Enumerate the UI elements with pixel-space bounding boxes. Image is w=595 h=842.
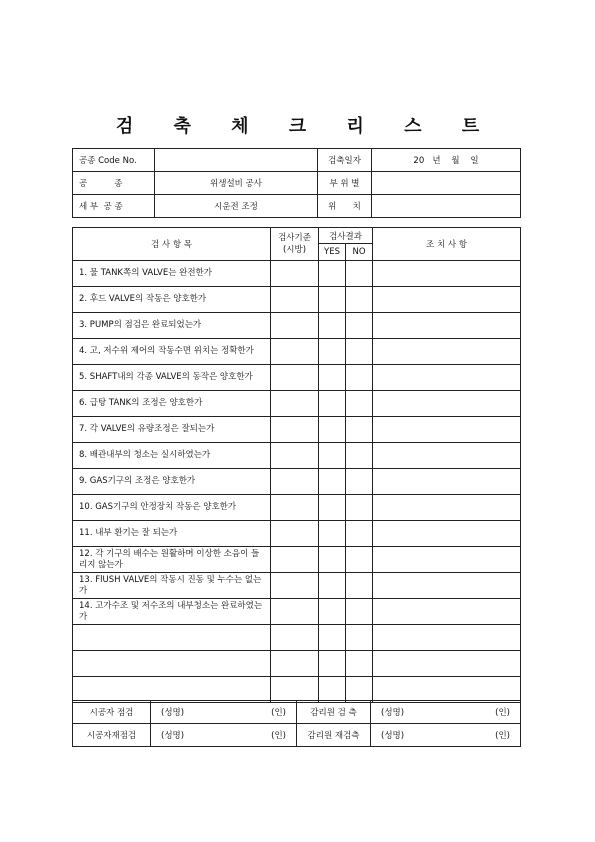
action-cell[interactable] [373, 495, 521, 521]
checklist-row [73, 391, 521, 417]
header-no: NO [346, 244, 373, 261]
standard-cell[interactable] [271, 469, 319, 495]
checklist-row [73, 677, 521, 703]
checklist-row [73, 365, 521, 391]
header-standard: 검사기준 (시방) [271, 228, 319, 261]
header-yes: YES [319, 244, 346, 261]
code-field[interactable] [155, 149, 318, 172]
name-label: (성명) [381, 731, 405, 741]
part-label: 부 위 별 [318, 172, 372, 195]
name-label: (성명) [161, 731, 185, 741]
checklist-row [73, 495, 521, 521]
checklist-row [73, 651, 521, 677]
yes-cell[interactable] [319, 391, 346, 417]
no-cell[interactable] [346, 443, 373, 469]
standard-cell[interactable] [271, 261, 319, 287]
standard-cell[interactable] [271, 313, 319, 339]
action-cell[interactable] [373, 339, 521, 365]
checklist-row [73, 443, 521, 469]
seal-label: (인) [271, 731, 286, 741]
check-item-label: 5. SHAFT내의 각종 VALVE의 동작은 양호한가 [73, 365, 271, 391]
checklist-body [73, 261, 521, 703]
no-cell[interactable] [346, 469, 373, 495]
action-cell[interactable] [373, 365, 521, 391]
supervisor-reinspection-sign-field[interactable] [371, 724, 521, 747]
standard-cell[interactable] [271, 547, 319, 573]
checklist-row [73, 573, 521, 599]
check-item-label: 12. 각 기구의 배수는 원활하며 이상한 소음이 들리지 않는가 [73, 547, 271, 573]
no-cell[interactable] [346, 677, 373, 703]
yes-cell[interactable] [319, 261, 346, 287]
action-cell[interactable] [373, 651, 521, 677]
action-cell[interactable] [373, 313, 521, 339]
contractor-check-sign-field[interactable] [151, 701, 297, 724]
check-item-label [73, 625, 271, 651]
work-label: 공 종 [73, 172, 155, 195]
contractor-recheck-sign-field[interactable] [151, 724, 297, 747]
info-row-code [73, 149, 521, 172]
detail-field[interactable]: 시운전 조정 [155, 195, 318, 218]
yes-cell[interactable] [319, 677, 346, 703]
checklist-row [73, 625, 521, 651]
check-item-label: 11. 내부 환기는 잘 되는가 [73, 521, 271, 547]
header-check-item: 검 사 항 목 [73, 228, 271, 261]
check-item-label: 8. 배관내부의 청소는 실시하였는가 [73, 443, 271, 469]
action-cell[interactable] [373, 677, 521, 703]
check-item-label: 4. 고, 저수위 제어의 작동수면 위치는 정확한가 [73, 339, 271, 365]
yes-cell[interactable] [319, 469, 346, 495]
no-cell[interactable] [346, 365, 373, 391]
page-title: 검 축 체 크 리 스 트 [115, 116, 497, 137]
standard-cell[interactable] [271, 495, 319, 521]
no-cell[interactable] [346, 417, 373, 443]
yes-cell[interactable] [319, 495, 346, 521]
standard-cell[interactable] [271, 391, 319, 417]
no-cell[interactable] [346, 391, 373, 417]
action-cell[interactable] [373, 443, 521, 469]
standard-cell[interactable] [271, 339, 319, 365]
check-item-label: 9. GAS기구의 조정은 양호한가 [73, 469, 271, 495]
check-item-label [73, 651, 271, 677]
check-item-label: 14. 고가수조 및 저수조의 내부청소는 완료하였는가 [73, 599, 271, 625]
standard-cell[interactable] [271, 625, 319, 651]
checklist-row [73, 261, 521, 287]
check-item-label: 6. 급탕 TANK의 조정은 양호한가 [73, 391, 271, 417]
signature-row [73, 701, 521, 724]
code-label: 공종 Code No. [73, 149, 155, 172]
yes-cell[interactable] [319, 339, 346, 365]
contractor-recheck-label: 시공자재점검 [73, 724, 151, 747]
checklist-row [73, 547, 521, 573]
no-cell[interactable] [346, 313, 373, 339]
date-field[interactable]: 20 년 월 일 [372, 149, 521, 172]
checklist-row [73, 599, 521, 625]
action-cell[interactable] [373, 261, 521, 287]
standard-cell[interactable] [271, 287, 319, 313]
yes-cell[interactable] [319, 313, 346, 339]
checklist-row [73, 469, 521, 495]
yes-cell[interactable] [319, 651, 346, 677]
checklist-row [73, 339, 521, 365]
contractor-check-label: 시공자 점검 [73, 701, 151, 724]
signature-row [73, 724, 521, 747]
standard-cell[interactable] [271, 599, 319, 625]
action-cell[interactable] [373, 521, 521, 547]
yes-cell[interactable] [319, 287, 346, 313]
standard-cell[interactable] [271, 417, 319, 443]
action-cell[interactable] [373, 573, 521, 599]
standard-cell[interactable] [271, 521, 319, 547]
no-cell[interactable] [346, 573, 373, 599]
action-cell[interactable] [373, 547, 521, 573]
name-label: (성명) [381, 708, 405, 718]
yes-cell[interactable] [319, 365, 346, 391]
no-cell[interactable] [346, 599, 373, 625]
action-cell[interactable] [373, 469, 521, 495]
info-row-work [73, 172, 521, 195]
info-row-detail [73, 195, 521, 218]
standard-cell[interactable] [271, 365, 319, 391]
date-label: 검축일자 [318, 149, 372, 172]
check-item-label: 13. FlUSH VALVE의 작동시 진동 및 누수는 없는가 [73, 573, 271, 599]
seal-label: (인) [495, 708, 510, 718]
standard-cell[interactable] [271, 573, 319, 599]
location-label: 위 치 [318, 195, 372, 218]
checklist-row [73, 521, 521, 547]
standard-cell[interactable] [271, 651, 319, 677]
checklist-row [73, 417, 521, 443]
check-item-label: 7. 각 VALVE의 유량조정은 잘되는가 [73, 417, 271, 443]
checklist-row [73, 287, 521, 313]
yes-cell[interactable] [319, 443, 346, 469]
work-field[interactable]: 위생설비 공사 [155, 172, 318, 195]
standard-cell[interactable] [271, 443, 319, 469]
check-item-label [73, 677, 271, 703]
detail-label: 세 부 공 종 [73, 195, 155, 218]
yes-cell[interactable] [319, 417, 346, 443]
supervisor-reinspection-label: 감리원 재검측 [297, 724, 371, 747]
standard-cell[interactable] [271, 677, 319, 703]
yes-cell[interactable] [319, 599, 346, 625]
checklist-header-row [73, 228, 521, 244]
check-item-label: 2. 후드 VALVE의 작동은 양호한가 [73, 287, 271, 313]
no-cell[interactable] [346, 261, 373, 287]
no-cell[interactable] [346, 521, 373, 547]
no-cell[interactable] [346, 547, 373, 573]
action-cell[interactable] [373, 391, 521, 417]
name-label: (성명) [161, 708, 185, 718]
yes-cell[interactable] [319, 547, 346, 573]
checklist-row [73, 313, 521, 339]
part-field[interactable] [372, 172, 521, 195]
action-cell[interactable] [373, 625, 521, 651]
no-cell[interactable] [346, 287, 373, 313]
seal-label: (인) [271, 708, 286, 718]
check-item-label: 10. GAS기구의 안정장치 작동은 양호한가 [73, 495, 271, 521]
header-action: 조 치 사 항 [373, 228, 521, 261]
no-cell[interactable] [346, 495, 373, 521]
no-cell[interactable] [346, 339, 373, 365]
signature-table [72, 700, 521, 747]
yes-cell[interactable] [319, 521, 346, 547]
action-cell[interactable] [373, 599, 521, 625]
no-cell[interactable] [346, 625, 373, 651]
location-field[interactable] [372, 195, 521, 218]
supervisor-inspection-label: 감리원 검 측 [297, 701, 371, 724]
no-cell[interactable] [346, 651, 373, 677]
check-item-label: 3. PUMP의 점검은 완료되었는가 [73, 313, 271, 339]
seal-label: (인) [495, 731, 510, 741]
yes-cell[interactable] [319, 573, 346, 599]
checklist-table [72, 227, 521, 703]
check-item-label: 1. 물 TANK쪽의 VALVE는 완전한가 [73, 261, 271, 287]
yes-cell[interactable] [319, 625, 346, 651]
supervisor-inspection-sign-field[interactable] [371, 701, 521, 724]
action-cell[interactable] [373, 417, 521, 443]
action-cell[interactable] [373, 287, 521, 313]
header-result: 검사결과 [319, 228, 373, 244]
info-table [72, 148, 521, 218]
